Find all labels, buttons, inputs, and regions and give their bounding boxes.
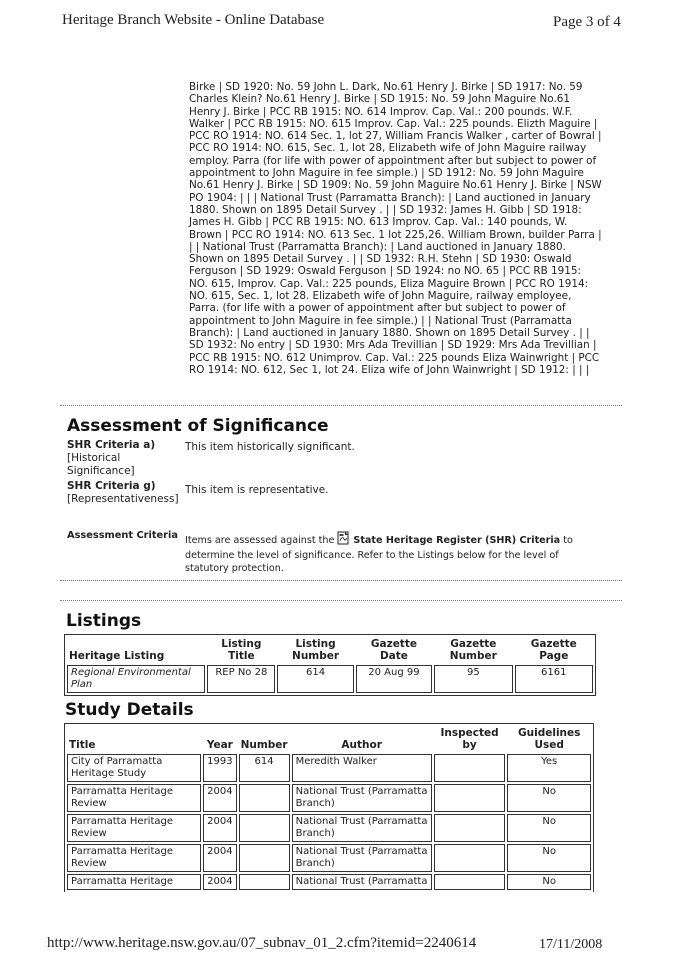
table-row xyxy=(67,665,593,693)
cell-gazette-date: 20 Aug 99 xyxy=(356,665,432,693)
cell-author: National Trust (Parramatta xyxy=(292,874,432,890)
cell-year: 2004 xyxy=(203,844,236,872)
table-row xyxy=(67,754,591,782)
cell-guidelines-used: No xyxy=(507,814,591,842)
cell-inspected-by xyxy=(434,844,506,872)
cell-listing-number: 614 xyxy=(277,665,353,693)
cell-guidelines-used: No xyxy=(507,874,591,890)
cell-guidelines-used: No xyxy=(507,784,591,812)
divider xyxy=(60,580,622,581)
criteria-a-sub: [Historical Significance] xyxy=(67,452,135,477)
assessment-post: to determine the level of significance. Refer to the Listings below for the level of statutory protection. xyxy=(185,535,573,574)
cell-title: City of Parramatta Heritage Study xyxy=(67,754,201,782)
cell-inspected-by xyxy=(434,754,506,782)
col-inspected-by: Inspected by xyxy=(440,727,499,751)
cell-number xyxy=(239,784,290,812)
table-row xyxy=(67,784,591,812)
cell-title: Parramatta Heritage Review xyxy=(67,844,201,872)
print-date: 17/11/2008 xyxy=(539,937,603,952)
criteria-a-value: This item historically significant. xyxy=(185,441,355,453)
shr-criteria-link[interactable]: State Heritage Register (SHR) Criteria xyxy=(353,535,561,546)
criteria-a-label xyxy=(67,439,157,478)
col-gazette-number: Gazette Number xyxy=(449,638,497,662)
col-gazette-date: Gazette Date xyxy=(370,638,417,662)
criteria-g-label xyxy=(67,480,179,506)
study-table xyxy=(64,723,594,892)
cell-year: 2004 xyxy=(203,784,236,812)
cell-author: National Trust (Parramatta Branch) xyxy=(292,784,432,812)
assessment-criteria-label: Assessment Criteria xyxy=(67,530,178,541)
cell-number xyxy=(239,844,290,872)
criteria-g-name: SHR Criteria g) xyxy=(67,480,156,492)
page-number: Page 3 of 4 xyxy=(553,14,621,30)
cell-number xyxy=(239,814,290,842)
table-row xyxy=(67,874,591,890)
pdf-document-icon[interactable] xyxy=(337,531,350,549)
cell-heritage-listing: Regional Environmental Plan xyxy=(67,665,205,693)
history-text: Birke | SD 1920: No. 59 John L. Dark, No.61 Henry J. Birke | SD 1917: No. 59 Charles Klein? No.61 Henry J. Birke | SD 1915: No. 59 John Maguire No.61 Henry J. Birke | PCC RB 1915: NO. 614 Improv. Cap. Val.: 200 pounds. W.F. Walker | PCC RB 1915: NO. 615 Improv. Cap. Val.: 225 pounds. Elizth Maguire | PCC RO 1914: NO. 614 Sec. 1, lot 27, William Francis Walker , carter of Bowral | PCC RO 1914: NO. 615, Sec. 1, lot 28, Elizabeth wife of John Maguire railway employ. Parra (for life with power of appointment after but subject to power of appointment to John Maguire in fee simple.) | SD 1912: No. 59 John Maguire No.61 Henry J. Birke | SD 1909: No. 59 John Maguire No.61 Henry J. Birke | NSW PO 1904: | | | National Trust (Parramatta Branch): | Land auctioned in January 1880. Shown on 1895 Detail Survey . | | SD 1932: James H. Gibb | SD 1918: James H. Gibb | PCC RB 1915: NO. 613 Improv. Cap. Val.: 140 pounds, W. Brown | PCC RO 1914: NO. 613 Sec. 1 lot 225,26. William Brown, builder Parra | | | National Trust (Parramatta Branch): | Land auctioned in January 1880. Shown on 1895 Detail Survey . | | SD 1932: R.H. Stehn | SD 1930: Oswald Ferguson | SD 1929: Oswald Ferguson | SD 1924: no NO. 65 | PCC RB 1915: NO. 615, Improv. Cap. Val.: 225 pounds, Eliza Maguire Brown | PCC RO 1914: NO. 615, Sec. 1, lot 28. Elizabeth wife of John Maguire, railway employee, Parra. (for life with a power of appointment after but subject to power of appointment to John Maguire in fee simple.) | | National Trust (Parramatta Branch): | Land auctioned in January 1880. Shown on 1895 Detail Survey . | | SD 1932: No entry | SD 1930: Mrs Ada Trevillian | SD 1929: Mrs Ada Trevillian | PCC RB 1915: NO. 612 Unimprov. Cap. Val.: 225 pounds Eliza Wainwright | PCC RO 1914: NO. 612, Sec 1, lot 24. Eliza wife of John Wainwright | SD 1912: | | | xyxy=(189,81,602,376)
cell-guidelines-used: No xyxy=(507,844,591,872)
criteria-g-sub: [Representativeness] xyxy=(67,493,179,505)
cell-year: 2004 xyxy=(203,814,236,842)
col-listing-title: Listing Title xyxy=(221,638,262,662)
cell-inspected-by xyxy=(434,784,506,812)
criteria-g-value: This item is representative. xyxy=(185,484,329,496)
table-row xyxy=(67,814,591,842)
col-author: Author xyxy=(341,739,382,751)
study-details-title: Study Details xyxy=(65,700,194,720)
cell-title: Parramatta Heritage Review xyxy=(67,814,201,842)
study-header-row xyxy=(67,726,591,752)
divider xyxy=(60,600,622,601)
cell-listing-title: REP No 28 xyxy=(207,665,275,693)
cell-year: 2004 xyxy=(203,874,236,890)
table-row xyxy=(67,844,591,872)
listings-title: Listings xyxy=(66,611,142,631)
cell-gazette-number: 95 xyxy=(434,665,512,693)
page-url: http://www.heritage.nsw.gov.au/07_subnav_01_2.cfm?itemid=2240614 xyxy=(47,935,477,951)
col-heritage-listing: Heritage Listing xyxy=(69,650,165,662)
cell-title: Parramatta Heritage xyxy=(67,874,201,890)
col-year: Year xyxy=(206,739,233,751)
cell-inspected-by xyxy=(434,874,506,890)
criteria-a-name: SHR Criteria a) xyxy=(67,439,156,451)
assessment-criteria-text xyxy=(185,531,605,575)
col-listing-number: Listing Number xyxy=(292,638,340,662)
col-number: Number xyxy=(240,739,288,751)
cell-number: 614 xyxy=(239,754,290,782)
col-guidelines-used: Guidelines Used xyxy=(518,727,581,751)
divider xyxy=(60,405,622,406)
col-title: Title xyxy=(69,739,96,751)
cell-author: National Trust (Parramatta Branch) xyxy=(292,814,432,842)
cell-gazette-page: 6161 xyxy=(515,665,593,693)
browser-print-title: Heritage Branch Website - Online Database xyxy=(62,12,325,28)
cell-author: National Trust (Parramatta Branch) xyxy=(292,844,432,872)
cell-number xyxy=(239,874,290,890)
cell-guidelines-used: Yes xyxy=(507,754,591,782)
listings-header-row xyxy=(67,637,593,663)
cell-author: Meredith Walker xyxy=(292,754,432,782)
assessment-pre: Items are assessed against the xyxy=(185,535,335,546)
col-gazette-page: Gazette Page xyxy=(530,638,577,662)
cell-year: 1993 xyxy=(203,754,236,782)
listings-table xyxy=(64,634,596,696)
cell-inspected-by xyxy=(434,814,506,842)
significance-title: Assessment of Significance xyxy=(67,416,329,436)
cell-title: Parramatta Heritage Review xyxy=(67,784,201,812)
